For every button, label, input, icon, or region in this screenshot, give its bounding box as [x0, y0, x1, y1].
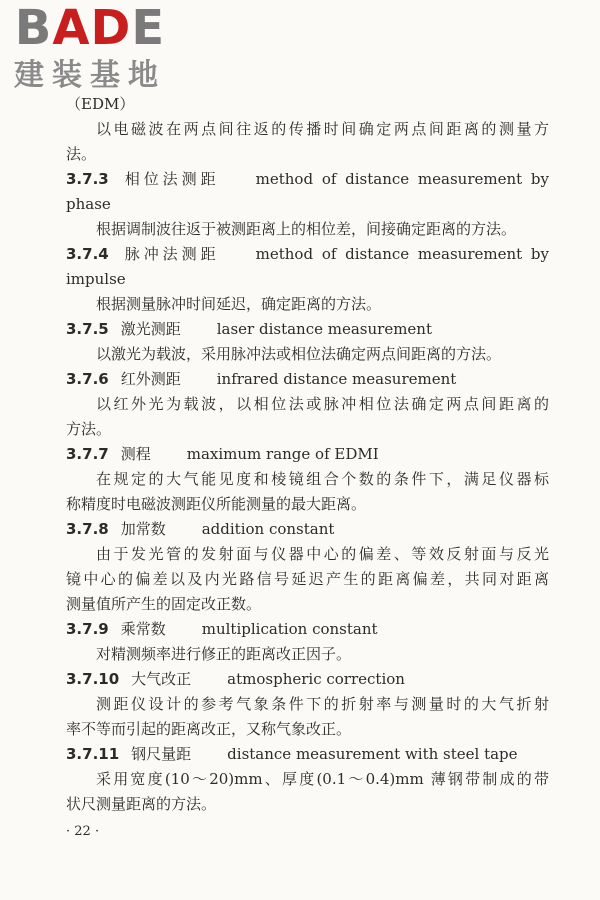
term-english: method of distance measurement by [255, 170, 549, 188]
term-chinese: 乘常数 [120, 620, 166, 638]
term-heading [66, 617, 549, 642]
text-line: 称精度时电磁波测距仪所能测量的最大距离。 [66, 495, 367, 513]
text-line: phase [66, 195, 111, 213]
text-line: 在规定的大气能见度和棱镜组合个数的条件下，满足仪器标 [96, 470, 549, 488]
text-line: 以激光为载波，采用脉冲法或相位法确定两点间距离的方法。 [96, 345, 502, 363]
term-chinese: 激光测距 [120, 320, 181, 338]
logo-letter-e: E [131, 0, 166, 56]
term-heading [66, 317, 549, 342]
text-line: 法。 [66, 145, 97, 163]
text-line: （EDM） [66, 95, 135, 113]
term-number: 3.7.6 [66, 370, 109, 388]
term-heading [66, 667, 549, 692]
term-english: multiplication constant [201, 620, 378, 638]
term-number: 3.7.10 [66, 670, 120, 688]
term-chinese: 钢尺量距 [131, 745, 192, 763]
term-number: 3.7.8 [66, 520, 109, 538]
term-chinese: 加常数 [120, 520, 166, 538]
text-line: 镜中心的偏差以及内光路信号延迟产生的距离偏差，共同对距离 [66, 570, 549, 588]
term-chinese: 测程 [120, 445, 151, 463]
text-line: 测量值所产生的固定改正数。 [66, 595, 262, 613]
term-number: 3.7.5 [66, 320, 109, 338]
text-line: 由于发光管的发射面与仪器中心的偏差、等效反射面与反光 [96, 545, 549, 563]
logo-wordmark [6, 2, 174, 54]
term-number: 3.7.11 [66, 745, 120, 763]
term-heading [66, 517, 549, 542]
term-chinese: 红外测距 [120, 370, 181, 388]
term-number: 3.7.4 [66, 245, 109, 263]
term-heading [66, 742, 549, 767]
text-line: 状尺测量距离的方法。 [66, 795, 217, 813]
term-chinese: 大气改正 [131, 670, 192, 688]
term-heading [66, 442, 549, 467]
text-line: 以电磁波在两点间往返的传播时间确定两点间距离的测量方 [96, 120, 549, 138]
logo-letter-b: B [14, 0, 53, 56]
text-line: 率不等而引起的距离改正，又称气象改正。 [66, 720, 352, 738]
term-heading [66, 167, 549, 192]
text-line: 方法。 [66, 420, 112, 438]
term-english: distance measurement with steel tape [227, 745, 518, 763]
term-english: laser distance measurement [216, 320, 433, 338]
term-number: 3.7.3 [66, 170, 109, 188]
text-line: 根据调制波往返于被测距离上的相位差，间接确定距离的方法。 [96, 220, 517, 238]
text-line: 采用宽度(10～20)mm、厚度(0.1～0.4)mm 薄钢带制成的带 [96, 770, 549, 788]
term-english: atmospheric correction [227, 670, 405, 688]
text-line: 测距仪设计的参考气象条件下的折射率与测量时的大气折射 [96, 695, 549, 713]
term-number: 3.7.9 [66, 620, 109, 638]
term-english: addition constant [201, 520, 335, 538]
term-english: maximum range of EDMI [186, 445, 379, 463]
term-heading [66, 242, 549, 267]
text-line: 以红外光为载波，以相位法或脉冲相位法确定两点间距离的 [96, 395, 549, 413]
text-line: impulse [66, 270, 126, 288]
term-chinese: 相位法测距 [120, 170, 220, 188]
logo-subtitle: 建装基地 [14, 58, 166, 93]
term-english: method of distance measurement by [255, 245, 549, 263]
term-chinese: 脉冲法测距 [120, 245, 220, 263]
bade-logo [6, 2, 174, 98]
page-number: · 22 · [66, 824, 100, 839]
term-english: infrared distance measurement [216, 370, 457, 388]
document-body [66, 92, 549, 817]
term-number: 3.7.7 [66, 445, 109, 463]
logo-letters-ad: AD [52, 0, 132, 56]
term-heading [66, 367, 549, 392]
text-line: 根据测量脉冲时间延迟，确定距离的方法。 [96, 295, 382, 313]
text-line: 对精测频率进行修正的距离改正因子。 [96, 645, 352, 663]
